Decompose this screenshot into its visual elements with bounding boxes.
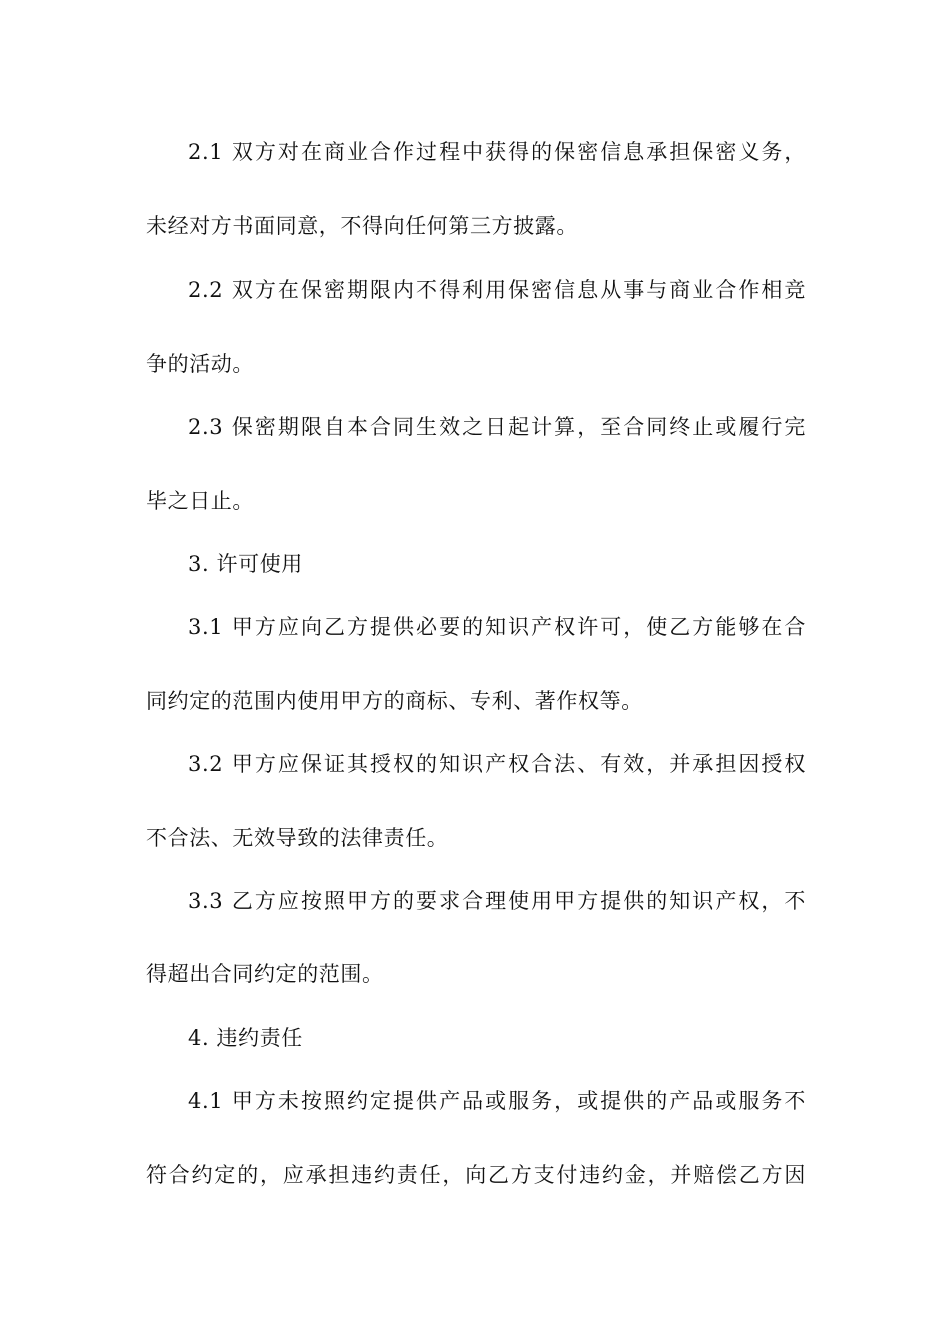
clause-2-2-line-1: 2.2 双方在保密期限内不得利用保密信息从事与商业合作相竞 [188, 278, 806, 302]
clause-3-3-line-2: 得超出合同约定的范围。 [146, 962, 384, 986]
clause-2-2-line-2: 争的活动。 [146, 352, 254, 376]
clause-2-1-line-2: 未经对方书面同意，不得向任何第三方披露。 [146, 214, 578, 238]
clause-3-1-line-2: 同约定的范围内使用甲方的商标、专利、著作权等。 [146, 689, 643, 713]
clause-2-3-line-2: 毕之日止。 [146, 489, 254, 513]
clause-2-1-line-1: 2.1 双方对在商业合作过程中获得的保密信息承担保密义务， [188, 140, 806, 164]
clause-3-2-line-1: 3.2 甲方应保证其授权的知识产权合法、有效，并承担因授权 [188, 752, 806, 776]
section-3-heading: 3. 许可使用 [188, 552, 303, 576]
clause-2-3-line-1: 2.3 保密期限自本合同生效之日起计算，至合同终止或履行完 [188, 415, 806, 439]
section-4-heading: 4. 违约责任 [188, 1026, 303, 1050]
clause-3-1-line-1: 3.1 甲方应向乙方提供必要的知识产权许可，使乙方能够在合 [188, 615, 806, 639]
clause-3-3-line-1: 3.3 乙方应按照甲方的要求合理使用甲方提供的知识产权，不 [188, 889, 806, 913]
clause-4-1-line-2: 符合约定的，应承担违约责任，向乙方支付违约金，并赔偿乙方因 [146, 1163, 806, 1187]
clause-4-1-line-1: 4.1 甲方未按照约定提供产品或服务，或提供的产品或服务不 [188, 1089, 806, 1113]
clause-3-2-line-2: 不合法、无效导致的法律责任。 [146, 826, 449, 850]
